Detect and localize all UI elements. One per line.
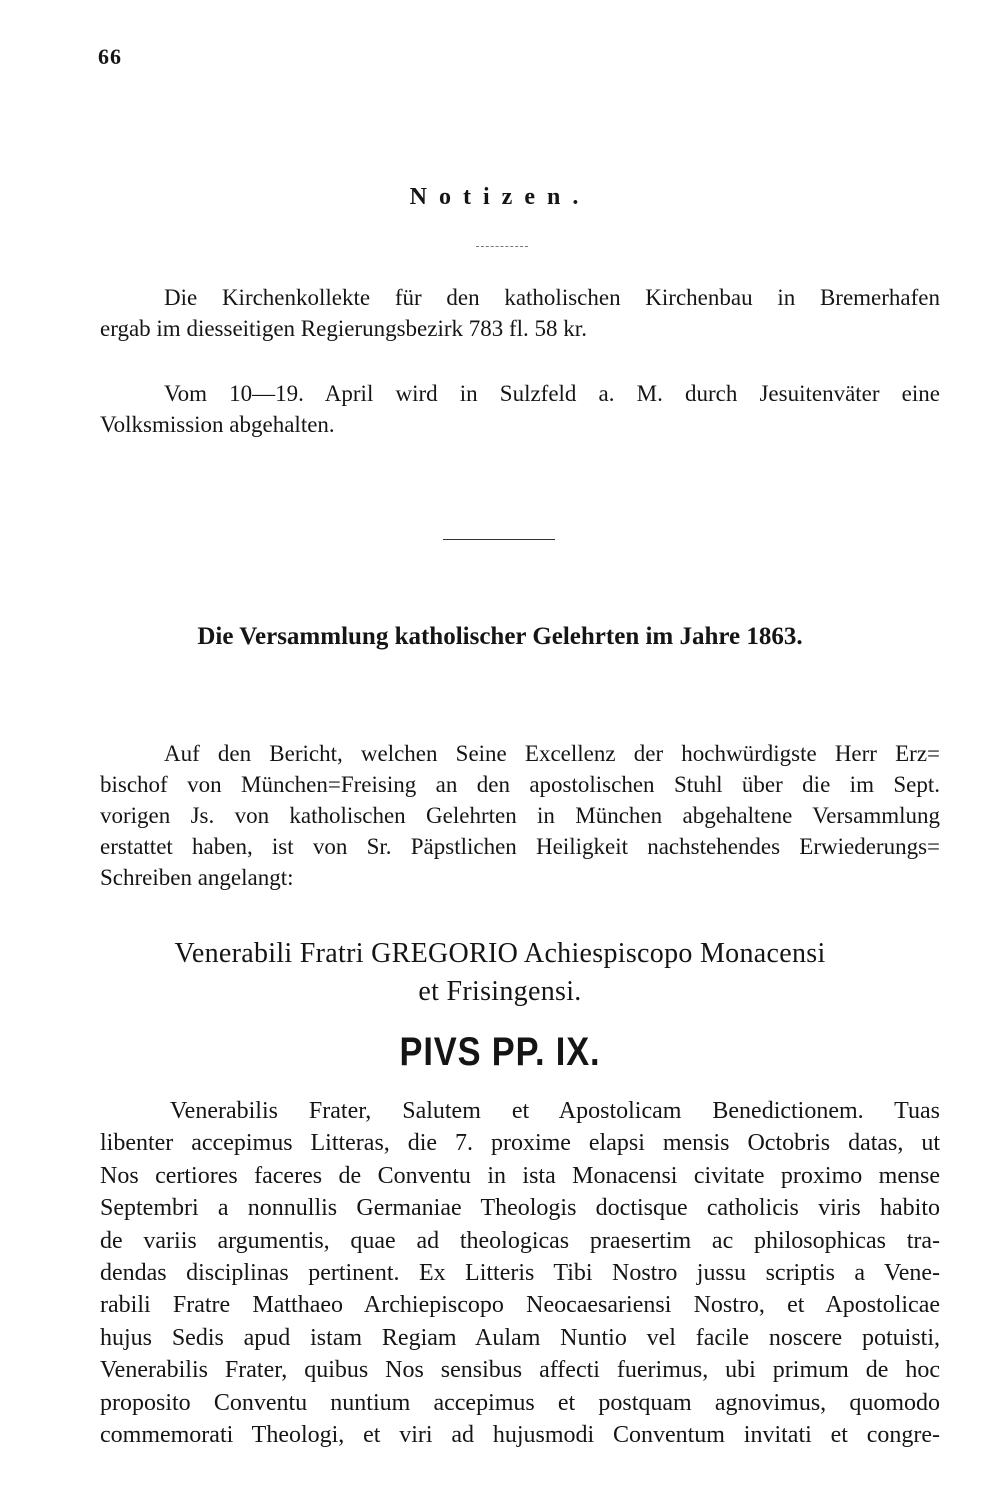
pope-signature-heading: PIVS PP. IX.	[399, 1030, 601, 1074]
latin-line: Venerabilis Frater, quibus Nos sensibus affecti fuerimus, ubi primum de hoc	[100, 1357, 940, 1384]
notizen-heading: Notizen.	[409, 184, 591, 210]
intro-line: Schreiben angelangt:	[100, 865, 294, 890]
latin-line: libenter accepimus Litteras, die 7. proxime elapsi mensis Octobris datas, ut	[100, 1130, 940, 1157]
intro-paragraph	[100, 738, 940, 893]
notice-collection	[100, 282, 940, 344]
section-divider	[443, 539, 555, 540]
notice-mission-line-1: Vom 10—19. April wird in Sulzfeld a. M. durch Jesuitenväter eine	[164, 381, 940, 406]
notice-collection-line-1: Die Kirchenkollekte für den katholischen Kirchenbau in Bremerhafen	[164, 285, 940, 310]
latin-line: commemorati Theologi, et viri ad hujusmodi Conventum invitati et congre-	[100, 1422, 940, 1449]
latin-line: de variis argumentis, quae ad theologicas praesertim ac philosophicas tra-	[100, 1227, 940, 1254]
latin-line: Septembri a nonnullis Germaniae Theologis doctisque catholicis viris habito	[100, 1195, 940, 1222]
latin-line: hujus Sedis apud istam Regiam Aulam Nuntio vel facile noscere potuisti,	[100, 1324, 940, 1351]
address-line-2: et Frisingensi.	[418, 976, 582, 1007]
notice-mission-line-2: Volksmission abgehalten.	[100, 412, 335, 437]
intro-line: Auf den Bericht, welchen Seine Excellenz der hochwürdigste Herr Erz=	[164, 741, 940, 766]
intro-line: vorigen Js. von katholischen Gelehrten in München abgehaltene Versammlung	[100, 803, 940, 828]
letter-address	[0, 935, 1000, 1011]
intro-line: bischof von München=Freising an den apostolischen Stuhl über die im Sept.	[100, 772, 940, 797]
latin-line: Venerabilis Frater, Salutem et Apostolicam Benedictionem. Tuas	[170, 1098, 940, 1124]
intro-line: erstattet haben, ist von Sr. Päpstlichen Heiligkeit nachstehendes Erwiederungs=	[100, 834, 940, 859]
page-number: 66	[98, 44, 122, 69]
notice-mission	[100, 378, 940, 440]
latin-letter-text	[100, 1095, 940, 1451]
latin-line: Nos certiores faceres de Conventu in ista Monacensi civitate proximo mense	[100, 1162, 940, 1189]
short-divider	[476, 246, 528, 247]
notice-collection-line-2: ergab im diesseitigen Regierungsbezirk 783 fl. 58 kr.	[100, 316, 587, 341]
address-line-1: Venerabili Fratri GREGORIO Achiespiscopo Monacensi	[174, 938, 826, 969]
section-title: Die Versammlung katholischer Gelehrten im Jahre 1863.	[197, 623, 803, 650]
latin-line: dendas disciplinas pertinent. Ex Litteris Tibi Nostro jussu scriptis a Vene-	[100, 1260, 940, 1287]
latin-line: proposito Conventu nuntium accepimus et postquam agnovimus, quomodo	[100, 1389, 940, 1416]
latin-line: rabili Fratre Matthaeo Archiepiscopo Neocaesariensi Nostro, et Apostolicae	[100, 1292, 940, 1319]
